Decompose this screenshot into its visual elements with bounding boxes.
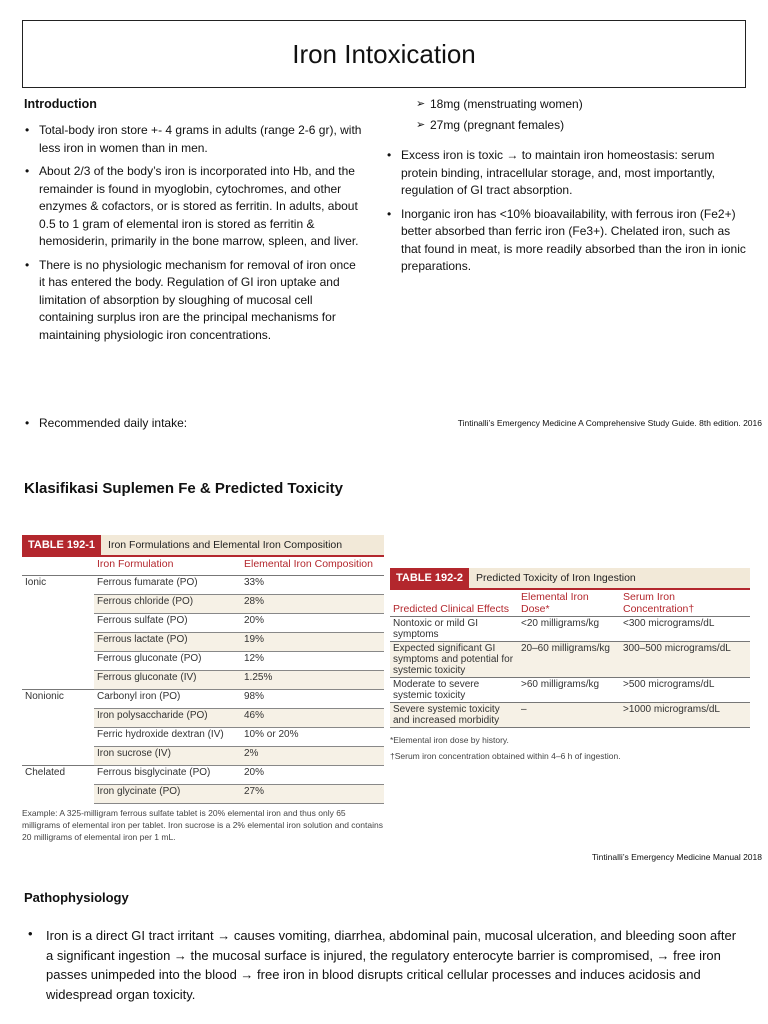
table1-cell-comp: 46% [241,709,384,728]
table1-row [22,576,384,595]
table2-cell-dose: – [518,703,620,728]
table2-col2: Elemental Iron Dose* [518,590,620,617]
table2-row [390,678,750,703]
table-192-2 [390,568,750,762]
table1-cell-comp: 1.25% [241,671,384,690]
table1-cell-form: Ferrous gluconate (IV) [94,671,241,690]
table1-cell-form: Iron polysaccharide (PO) [94,709,241,728]
table1-cell-form: Iron sucrose (IV) [94,747,241,766]
table1-note: Example: A 325-milligram ferrous sulfate tablet is 20% elemental iron and thus only 65 milligrams of elemental iron per tablet. Iron sucrose is a 2% elemental iron solution and contains 20 milligrams of elemental iron per 1 mL. [22,808,383,842]
table1-cell-form: Carbonyl iron (PO) [94,690,241,709]
recommended-label: • Recommended daily intake: [24,415,324,433]
table1-cell-group [22,633,94,652]
table1-cell-group [22,785,94,804]
table1-cell-form: Ferric hydroxide dextran (IV) [94,728,241,747]
table2-foot1: *Elemental iron dose by history. [390,735,509,745]
table1-cell-comp: 27% [241,785,384,804]
table2-cell-dose: >60 milligrams/kg [518,678,620,703]
table2-cell-effect: Expected significant GI symptoms and potential for systemic toxicity [390,642,518,678]
table1-row [22,747,384,766]
table1-cell-comp: 20% [241,614,384,633]
table1-cell-form: Ferrous gluconate (PO) [94,652,241,671]
intro-bullet: • There is no physiologic mechanism for removal of iron once it has entered the body. Regulation of GI iron uptake and limitation of absorption by sloughing of mucosal cell containing surplus iron are the principal mechanisms for maintaining physiologic iron concentrations. [24,257,364,345]
table1-cell-form: Ferrous bisglycinate (PO) [94,766,241,785]
section2-heading: Klasifikasi Suplemen Fe & Predicted Toxicity [24,480,343,497]
citation-2: Tintinalli’s Emergency Medicine Manual 2018 [591,852,762,862]
table1-cell-comp: 19% [241,633,384,652]
table1-row [22,671,384,690]
table2-foot2: †Serum iron concentration obtained within 4–6 h of ingestion. [390,751,621,761]
table1-cell-group [22,652,94,671]
table2-number: TABLE 192-2 [390,568,469,588]
table1-cell-group [22,709,94,728]
table1-number: TABLE 192-1 [22,535,101,555]
patho-text: Iron is a direct GI tract irritant → causes vomiting, diarrhea, abdominal pain, mucosal ulceration, and bleeding soon after a significant ingestion → the mucosal surface is injured, the regulatory enterocyte barrier is compromised, → free iron passes unimpeded into the blood → free iron in blood disrupts critical cellular processes and induces acidosis and widespread organ toxicity. [46,928,737,1002]
intake-list [416,94,746,136]
patho-heading: Pathophysiology [24,890,129,905]
table1-row [22,766,384,785]
table1-col1: Iron Formulation [94,557,241,576]
table1-cell-group: Ionic [25,577,47,588]
table1-cell-comp: 20% [241,766,384,785]
table1-grid [22,557,384,804]
patho-bullet-dot: • [28,926,33,941]
table1-title: Iron Formulations and Elemental Iron Composition [108,539,343,551]
table1-cell-comp: 33% [241,576,384,595]
table1-cell-group [22,747,94,766]
table2-cell-dose: <20 milligrams/kg [518,617,620,642]
intake-item: ➢ 18mg (menstruating women) [416,94,746,115]
table1-cell-group [22,728,94,747]
table2-row [390,617,750,642]
table1-header [22,535,384,555]
table2-cell-conc: >500 micrograms/dL [620,678,750,703]
table2-header [390,568,750,588]
table2-cell-effect: Severe systemic toxicity and increased morbidity [390,703,518,728]
citation-1: Tintinalli’s Emergency Medicine A Comprehensive Study Guide. 8th edition. 2016 [457,418,762,428]
table1-cell-group [22,671,94,690]
table2-col3: Serum Iron Concentration† [620,590,750,617]
page-title: Iron Intoxication [292,38,476,69]
right-bullets [386,147,751,282]
table2-cell-effect: Nontoxic or mild GI symptoms [390,617,518,642]
table1-row [22,652,384,671]
patho-bullet [24,926,744,1004]
table1-cell-group [22,614,94,633]
title-box [22,20,746,88]
table1-cell-form: Ferrous sulfate (PO) [94,614,241,633]
right-bullet: • Inorganic iron has <10% bioavailability, with ferrous iron (Fe2+) better absorbed than ferric iron (Fe3+). Chelated iron, such as that found in meat, is more readily absorbed than the iron in ionic preparations. [386,206,751,276]
table1-cell-form: Ferrous fumarate (PO) [94,576,241,595]
table1-cell-group [22,595,94,614]
table2-row [390,703,750,728]
intro-bullets [24,122,364,350]
right-bullet: • Excess iron is toxic → to maintain iron homeostasis: serum protein binding, intracellular storage, and, most importantly, regulation of GI tract absorption. [386,147,751,200]
table2-cell-effect: Moderate to severe systemic toxicity [390,678,518,703]
table1-cell-comp: 12% [241,652,384,671]
recommended-bullet [24,415,324,439]
table1-col2: Elemental Iron Composition [241,557,384,576]
table1-cell-form: Iron glycinate (PO) [94,785,241,804]
table2-title: Predicted Toxicity of Iron Ingestion [476,572,636,584]
table1-body [22,576,384,804]
table2-col1: Predicted Clinical Effects [390,590,518,617]
table1-row [22,633,384,652]
table2-cell-conc: <300 micrograms/dL [620,617,750,642]
table-192-1 [22,535,384,843]
table1-row [22,785,384,804]
table2-grid [390,590,750,728]
table1-cell-comp: 28% [241,595,384,614]
intake-item: ➢ 27mg (pregnant females) [416,115,746,136]
table1-cell-form: Ferrous chloride (PO) [94,595,241,614]
table1-row [22,614,384,633]
intro-bullet: • About 2/3 of the body’s iron is incorporated into Hb, and the remainder is found in myoglobin, cytochromes, and other enzymes & cofactors, or is stored as ferritin. In adults, about 0.5 to 1 gram of elemental iron is stored as ferritin & hemosiderin, primarily in the bone marrow, spleen, and liver. [24,163,364,251]
table1-cell-group: Chelated [25,767,66,778]
table1-cell-comp: 2% [241,747,384,766]
table1-row [22,690,384,709]
table2-cell-dose: 20–60 milligrams/kg [518,642,620,678]
table1-cell-form: Ferrous lactate (PO) [94,633,241,652]
table1-cell-comp: 98% [241,690,384,709]
table1-row [22,595,384,614]
table2-cell-conc: >1000 micrograms/dL [620,703,750,728]
table1-cell-group: Nonionic [25,691,64,702]
table1-row [22,728,384,747]
intro-bullet: • Total-body iron store +- 4 grams in adults (range 2-6 gr), with less iron in women than in men. [24,122,364,157]
intro-heading: Introduction [24,97,97,111]
table2-cell-conc: 300–500 micrograms/dL [620,642,750,678]
table1-row [22,709,384,728]
table2-body [390,617,750,728]
table2-row [390,642,750,678]
table1-cell-comp: 10% or 20% [241,728,384,747]
